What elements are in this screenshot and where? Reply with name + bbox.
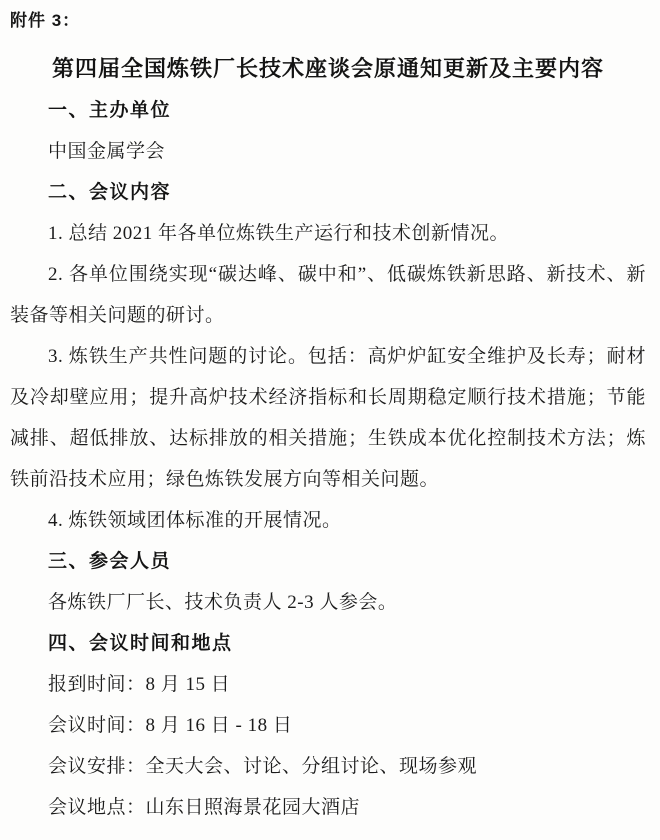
paragraph-organizer: 中国金属学会 (48, 141, 166, 162)
paragraph-agenda-item-1: 1. 总结 2021 年各单位炼铁生产运行和技术创新情况。 (48, 223, 510, 244)
paragraph-meeting-venue: 会议地点：山东日照海景花园大酒店 (48, 797, 361, 818)
paragraph-agenda-item-4: 4. 炼铁领域团体标准的开展情况。 (48, 510, 342, 531)
document-body (10, 90, 646, 828)
section-heading-agenda: 二、会议内容 (48, 182, 172, 203)
attachment-label: 附件 3： (10, 11, 81, 30)
section-heading-participants: 三、参会人员 (48, 551, 172, 572)
document-title: 第四届全国炼铁厂长技术座谈会原通知更新及主要内容 (51, 56, 604, 81)
paragraph-meeting-dates: 会议时间：8 月 16 日 - 18 日 (48, 715, 293, 736)
paragraph-participants: 各炼铁厂厂长、技术负责人 2-3 人参会。 (48, 592, 398, 613)
paragraph-registration-date: 报到时间：8 月 15 日 (48, 674, 231, 695)
section-heading-time-place: 四、会议时间和地点 (48, 633, 233, 654)
paragraph-agenda-item-2: 2. 各单位围绕实现“碳达峰、碳中和”、低碳炼铁新思路、新技术、新装备等相关问题的研讨。 (10, 264, 646, 326)
paragraph-meeting-schedule: 会议安排：全天大会、讨论、分组讨论、现场参观 (48, 756, 478, 777)
section-heading-organizer: 一、主办单位 (48, 100, 172, 121)
paragraph-agenda-item-3: 3. 炼铁生产共性问题的讨论。包括：高炉炉缸安全维护及长寿；耐材及冷却壁应用；提升高炉技术经济指标和长周期稳定顺行技术措施；节能减排、超低排放、达标排放的相关措施；生铁成本优化控制技术方法；炼铁前沿技术应用；绿色炼铁发展方向等相关问题。 (10, 346, 646, 490)
